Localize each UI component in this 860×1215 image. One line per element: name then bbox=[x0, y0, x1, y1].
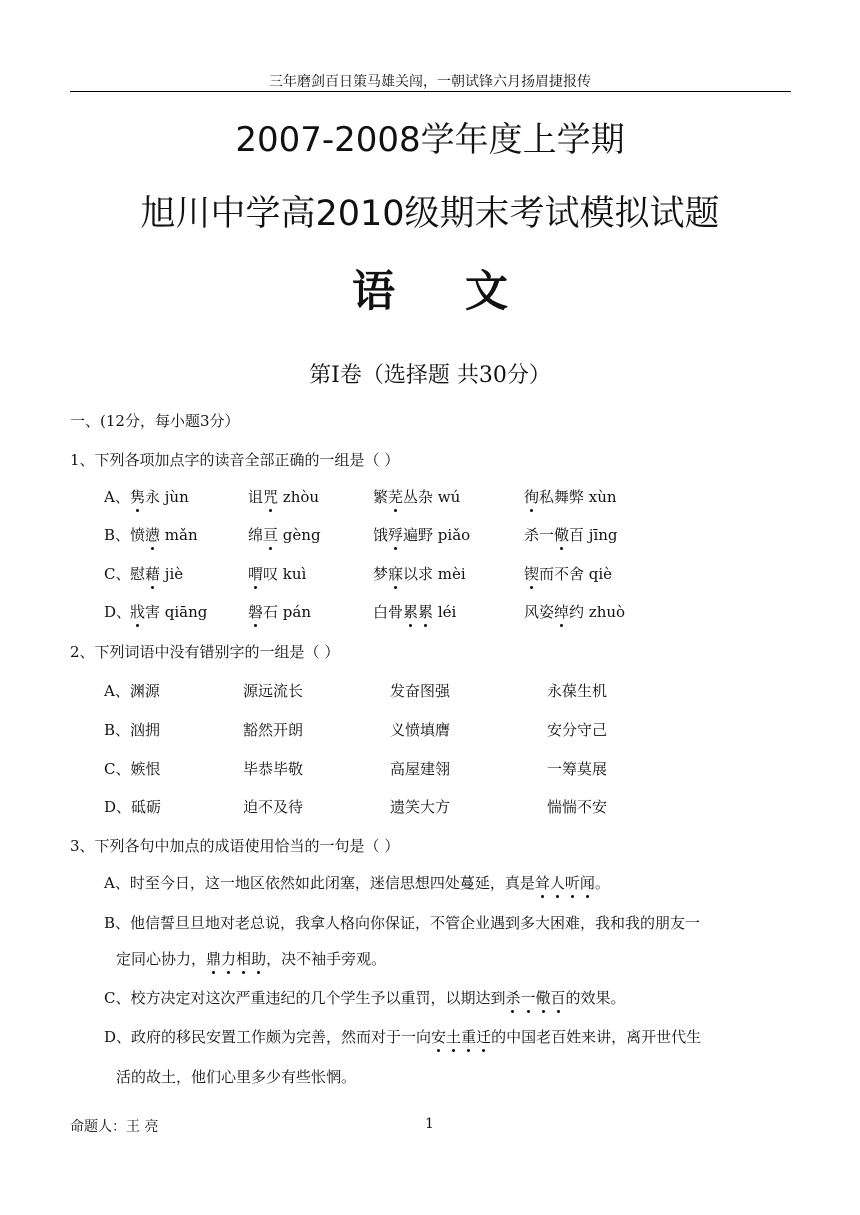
option-item: 源远流长 bbox=[243, 682, 304, 700]
option-item: 愤懑 mǎn bbox=[130, 526, 198, 544]
option-label: B、 bbox=[104, 526, 131, 544]
question-3-option-c: C、校方决定对这次严重违纪的几个学生予以重罚，以期达到杀一儆百的效果。 bbox=[104, 989, 626, 1007]
question-3-option-d-line1: D、政府的移民安置工作颇为完善，然而对于一向安土重迁的中国老百姓来讲，离开世代生 bbox=[104, 1028, 702, 1046]
page-number: 1 bbox=[425, 1116, 434, 1132]
question-3-option-a: A、时至今日，这一地区依然如此闭塞，迷信思想四处蔓延，真是耸人听闻。 bbox=[104, 874, 610, 892]
option-item: 徇私舞弊 xùn bbox=[524, 488, 617, 506]
option-item: 风姿绰约 zhuò bbox=[524, 603, 626, 621]
option-item: 饿殍遍野 piǎo bbox=[373, 526, 471, 544]
option-item: 遗笑大方 bbox=[390, 798, 451, 816]
option-item: 毕恭毕敬 bbox=[243, 760, 304, 778]
option-item: 绵亘 gèng bbox=[248, 526, 321, 544]
option-item: 梦寐以求 mèi bbox=[373, 565, 466, 583]
question-2-stem: 2、下列词语中没有错别字的一组是（ ） bbox=[70, 643, 340, 661]
option-item: 繁芜丛杂 wú bbox=[373, 488, 461, 506]
title-subject: 语文 bbox=[352, 267, 578, 317]
option-item: 喟叹 kuì bbox=[248, 565, 307, 583]
option-item: B、汹拥 bbox=[104, 721, 161, 739]
option-item: 义愤填膺 bbox=[390, 721, 451, 739]
option-item: 高屋建翎 bbox=[390, 760, 451, 778]
option-item: 白骨累累 léi bbox=[373, 603, 457, 621]
question-3-option-b-line2: 定同心协力，鼎力相助，决不袖手旁观。 bbox=[116, 950, 387, 968]
question-3-stem: 3、下列各句中加点的成语使用恰当的一句是（ ） bbox=[70, 837, 400, 855]
title-exam: 旭川中学高2010级期末考试模拟试题 bbox=[140, 194, 720, 234]
option-item: 慰藉 jiè bbox=[130, 565, 184, 583]
option-label: C、 bbox=[104, 565, 131, 583]
option-item: 永葆生机 bbox=[547, 682, 608, 700]
option-item: A、渊源 bbox=[104, 682, 160, 700]
option-label: A、 bbox=[104, 488, 130, 506]
part-heading: 第Ⅰ卷（选择题 共30分） bbox=[309, 363, 551, 388]
section-heading: 一、(12分，每小题3分） bbox=[70, 412, 240, 430]
option-item: 发奋图强 bbox=[390, 682, 451, 700]
option-label: D、 bbox=[104, 603, 132, 621]
question-3-option-b-line1: B、他信誓旦旦地对老总说，我拿人格向你保证，不管企业遇到多大困难，我和我的朋友一 bbox=[104, 914, 701, 932]
option-item: 惴惴不安 bbox=[547, 798, 608, 816]
header-motto: 三年磨剑百日策马雄关闯，一朝试锋六月扬眉捷报传 bbox=[269, 74, 591, 90]
option-item: 迫不及待 bbox=[243, 798, 304, 816]
option-item: 豁然开朗 bbox=[243, 721, 304, 739]
option-item: 戕害 qiāng bbox=[130, 603, 208, 621]
option-item: 磐石 pán bbox=[248, 603, 311, 621]
question-3-option-d-line2: 活的故土，他们心里多少有些怅惘。 bbox=[116, 1068, 357, 1086]
option-item: 锲而不舍 qiè bbox=[524, 565, 613, 583]
question-1-stem: 1、下列各项加点字的读音全部正确的一组是（ ） bbox=[70, 451, 400, 469]
option-item: 杀一儆百 jīng bbox=[524, 526, 618, 544]
option-item: C、嫉恨 bbox=[104, 760, 161, 778]
title-term: 2007-2008学年度上学期 bbox=[235, 120, 625, 160]
footer-author: 命题人：王 亮 bbox=[70, 1119, 159, 1135]
option-item: 隽永 jùn bbox=[130, 488, 189, 506]
option-item: 一筹莫展 bbox=[547, 760, 608, 778]
header-divider bbox=[70, 91, 791, 92]
option-item: 安分守己 bbox=[547, 721, 608, 739]
option-item-rest: 永 jùn bbox=[145, 488, 189, 506]
option-item: 诅咒 zhòu bbox=[248, 488, 320, 506]
option-item: D、砥砺 bbox=[104, 798, 162, 816]
